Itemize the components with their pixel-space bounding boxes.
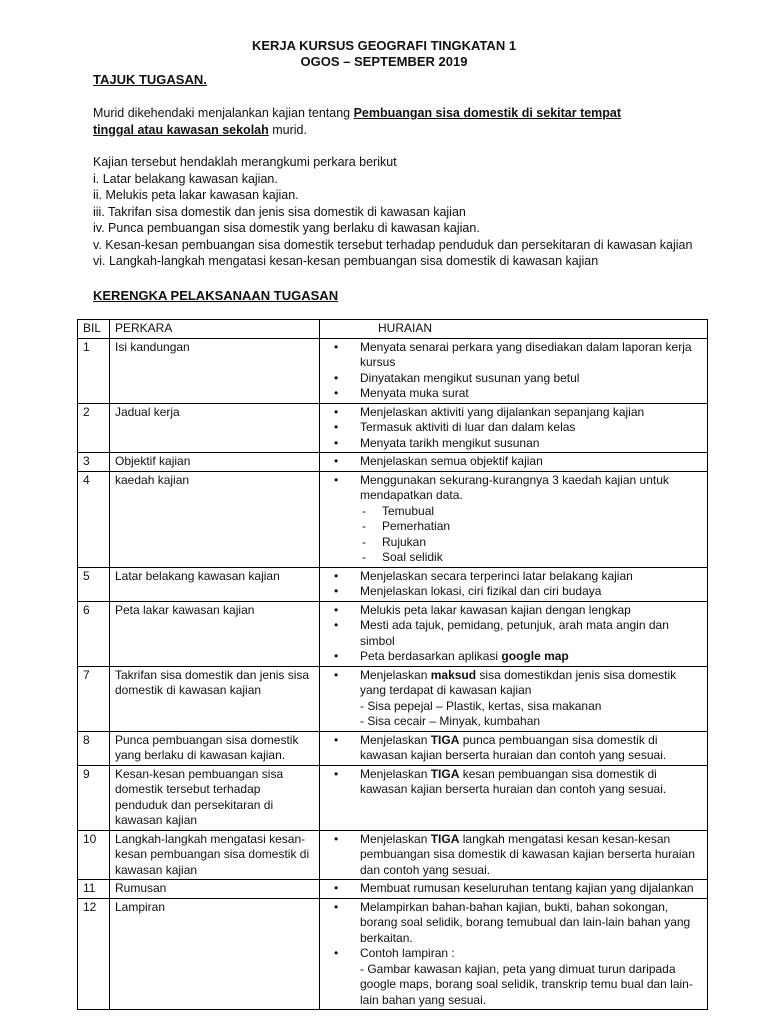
sub-line: - Sisa cecair – Minyak, kumbahan [360,714,541,728]
table-row: 7 Takrifan sisa domestik dan jenis sisa domestik di kawasan kajian • Menjelaskan maksud sisa domestikdan jenis sisa domestik yang terdapat di kawasan kajian - Sisa pepejal – Plastik, kertas, sisa makanan - Sisa cecair – Minyak, kumbahan [78,666,708,731]
bullet-point: • Menjelaskan TIGA langkah mengatasi kesan kesan-kesan pembuangan sisa domestik di kawasan kajian berserta huraian dan contoh yang sesuai. [360,832,703,879]
sub-line: - Sisa pepejal – Plastik, kertas, sisa makanan [360,698,602,713]
bullet-point: • Menjelaskan maksud sisa domestikdan jenis sisa domestik yang terdapat di kawasan kajian - Sisa pepejal – Plastik, kertas, sisa makanan - Sisa cecair – Minyak, kumbahan [360,668,703,730]
sub-item: - Rujukan [360,535,703,551]
table-row: 1 Isi kandungan • Menyata senarai perkara yang disediakan dalam laporan kerja kursus • Dinyatakan mengikut susunan yang betul • Menyata muka surat [78,338,708,403]
task-framework-table [77,319,708,1010]
header-huraian: HURAIAN [320,320,708,339]
table-row: 6 Peta lakar kawasan kajian • Melukis peta lakar kawasan kajian dengan lengkap • Mesti ada tajuk, pemidang, petunjuk, arah mata angin dan simbol • Peta berdasarkan aplikasi google map [78,601,708,666]
list-item: ii. Melukis peta lakar kawasan kajian. [93,188,299,202]
bullet-point: • Termasuk aktiviti di luar dan dalam kelas [360,420,703,436]
list-intro: Kajian tersebut hendaklah merangkumi perkara berikut [93,155,397,169]
header-perkara: PERKARA [110,320,320,339]
scope-list [93,154,692,270]
bullet-point: • Peta berdasarkan aplikasi google map [360,649,703,665]
bullet-point: • Menjelaskan semua objektif kajian [360,454,703,470]
list-item: vi. Langkah-langkah mengatasi kesan-kesan pembuangan sisa domestik di kawasan kajian [93,254,599,268]
table-row: 8 Punca pembuangan sisa domestik yang berlaku di kawasan kajian. • Menjelaskan TIGA punca pembuangan sisa domestik di kawasan kajian berserta huraian dan contoh yang sesuai. [78,731,708,765]
document-subtitle: OGOS – SEPTEMBER 2019 [300,54,468,69]
table-header-row [78,320,708,339]
bullet-point: • Menjelaskan lokasi, ciri fizikal dan ciri budaya [360,584,703,600]
bullet-point: • Membuat rumusan keseluruhan tentang kajian yang dijalankan [360,881,703,897]
sub-line: - Gambar kawasan kajian, peta yang dimuat turun daripada google maps, borang soal selidik, transkrip temu bual dan lain-lain bahan yang sesuai. [360,961,693,1007]
bullet-point: • Melukis peta lakar kawasan kajian dengan lengkap [360,603,703,619]
table-row: 4 kaedah kajian • Menggunakan sekurang-kurangnya 3 kaedah kajian untuk mendapatkan data. - Temubual - Pemerhatian - Rujukan - Soal selidik [78,471,708,567]
table-row: 9 Kesan-kesan pembuangan sisa domestik tersebut terhadap penduduk dan persekitaran di kawasan kajian • Menjelaskan TIGA kesan pembuangan sisa domestik di kawasan kajian berserta huraian dan contoh yang sesuai. [78,765,708,830]
bullet-point: • Melampirkan bahan-bahan kajian, bukti, bahan sokongan, borang soal selidik, borang temubual dan lain-lain bahan yang berkaitan. [360,900,703,947]
list-item: i. Latar belakang kawasan kajian. [93,171,278,186]
list-item: iii. Takrifan sisa domestik dan jenis sisa domestik di kawasan kajian [93,204,466,219]
header-bil: BIL [78,320,110,339]
tajuk-heading: TAJUK TUGASAN. [93,72,207,87]
bullet-point: • Menjelaskan aktiviti yang dijalankan sepanjang kajian [360,405,703,421]
bullet-point: • Menjelaskan secara terperinci latar belakang kajian [360,569,703,585]
table-row: 5 Latar belakang kawasan kajian • Menjelaskan secara terperinci latar belakang kajian • Menjelaskan lokasi, ciri fizikal dan ciri budaya [78,567,708,601]
intro-topic: Pembuangan sisa domestik di sekitar tempat tinggal atau kawasan sekolah [93,106,622,137]
bullet-point: • Menggunakan sekurang-kurangnya 3 kaedah kajian untuk mendapatkan data. - Temubual - Pemerhatian - Rujukan - Soal selidik [360,473,703,566]
table-row: 12 Lampiran • Melampirkan bahan-bahan kajian, bukti, bahan sokongan, borang soal selidik, borang temubual dan lain-lain bahan yang berkaitan. • Contoh lampiran : - Gambar kawasan kajian, peta yang dimuat turun daripada google maps, borang soal selidik, transkrip temu bual dan lain-lain bahan yang sesuai. [78,898,708,1010]
bullet-point: • Dinyatakan mengikut susunan yang betul [360,371,703,387]
sub-item: - Pemerhatian [360,519,703,535]
bullet-point: • Menyata senarai perkara yang disediakan dalam laporan kerja kursus [360,340,703,371]
kerangka-heading: KERENGKA PELAKSANAAN TUGASAN [93,288,339,303]
method-sublist [360,504,703,566]
bullet-point: • Contoh lampiran : - Gambar kawasan kajian, peta yang dimuat turun daripada google maps, borang soal selidik, transkrip temu bual dan lain-lain bahan yang sesuai. [360,946,703,1008]
table-row: 10 Langkah-langkah mengatasi kesan-kesan pembuangan sisa domestik di kawasan kajian • Menjelaskan TIGA langkah mengatasi kesan kesan-kesan pembuangan sisa domestik di kawasan kajian berserta huraian dan contoh yang sesuai. [78,830,708,880]
bullet-point: • Menyata muka surat [360,386,703,402]
intro-paragraph: Murid dikehendaki menjalankan kajian tentang Pembuangan sisa domestik di sekitar tempat tinggal atau kawasan sekolah murid. [93,106,622,137]
document-title: KERJA KURSUS GEOGRAFI TINGKATAN 1 [251,38,517,53]
bullet-point: • Menyata tarikh mengikut susunan [360,436,703,452]
bullet-point: • Menjelaskan TIGA punca pembuangan sisa domestik di kawasan kajian berserta huraian dan contoh yang sesuai. [360,733,703,764]
sub-item: - Temubual [360,504,703,520]
bullet-point: • Mesti ada tajuk, pemidang, petunjuk, arah mata angin dan simbol [360,618,703,649]
table-row: 3 Objektif kajian • Menjelaskan semua objektif kajian [78,453,708,472]
table-row: 11 Rumusan • Membuat rumusan keseluruhan tentang kajian yang dijalankan [78,880,708,899]
table-row: 2 Jadual kerja • Menjelaskan aktiviti yang dijalankan sepanjang kajian • Termasuk aktiviti di luar dan dalam kelas • Menyata tarikh mengikut susunan [78,403,708,453]
list-item: iv. Punca pembuangan sisa domestik yang berlaku di kawasan kajian. [93,221,480,235]
bullet-point: • Menjelaskan TIGA kesan pembuangan sisa domestik di kawasan kajian berserta huraian dan contoh yang sesuai. [360,767,703,798]
list-item: v. Kesan-kesan pembuangan sisa domestik tersebut terhadap penduduk dan persekitaran di kawasan kajian [93,237,693,252]
sub-item: - Soal selidik [360,550,703,566]
